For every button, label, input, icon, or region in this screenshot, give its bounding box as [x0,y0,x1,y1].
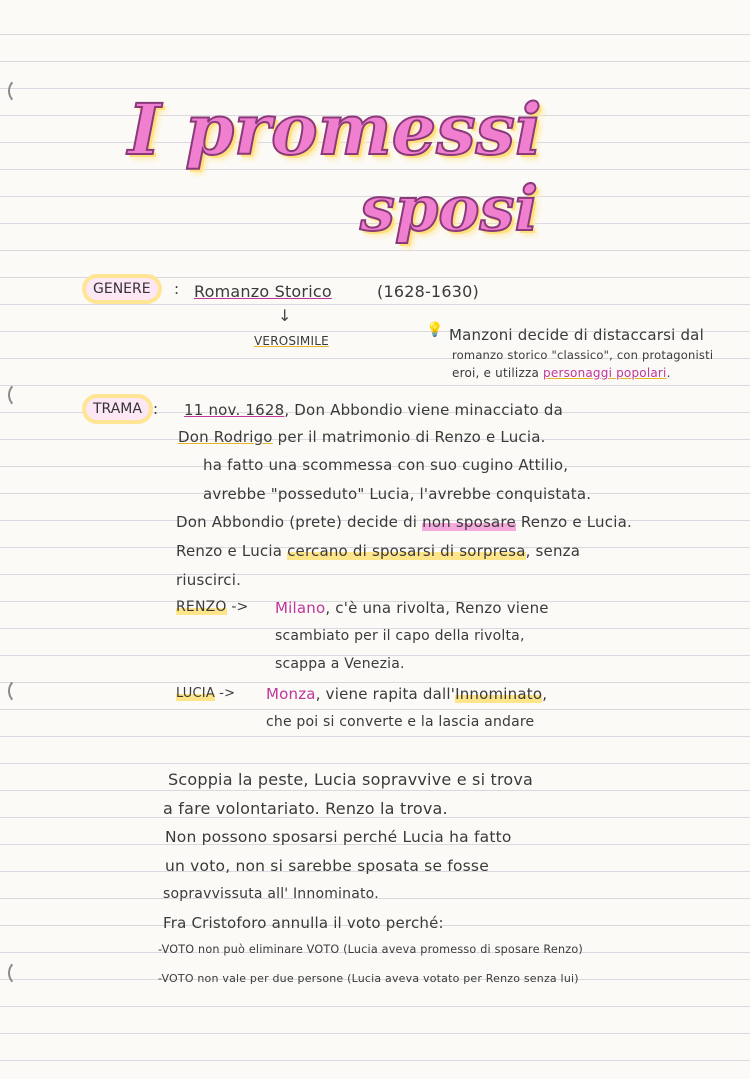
part2-line-1: Scoppia la peste, Lucia sopravvive e si trova [168,770,534,789]
renzo-line-2: scambiato per il capo della rivolta, [275,628,525,644]
renzo-line-1: Milano, c'è una rivolta, Renzo viene [275,599,549,617]
part2-line-3: Non possono sposarsi perché Lucia ha fatto [165,828,512,846]
note-line-1: Manzoni decide di distaccarsi dal [449,326,704,344]
lucia-line-1: Monza, viene rapita dall'Innominato, [266,685,548,703]
arrow-down-icon: ↓ [278,306,292,325]
trama-line-4: avrebbe "posseduto" Lucia, l'avrebbe conquistata. [203,485,592,503]
trama-line-5: Don Abbondio (prete) decide di non sposare Renzo e Lucia. [176,513,632,531]
genere-value: Romanzo Storico [194,282,332,301]
trama-line-3: ha fatto una scommessa con suo cugino Attilio, [203,456,569,474]
part2-line-6: Fra Cristoforo annulla il voto perché: [163,914,444,932]
trama-line-6: Renzo e Lucia cercano di sposarsi di sorpresa, senza [176,542,581,560]
verosimile-label: VEROSIMILE [254,334,329,348]
part2-line-2: a fare volontariato. Renzo la trova. [163,799,448,818]
binder-hole [8,382,32,408]
trama-line-7: riuscirci. [176,571,242,589]
renzo-line-3: scappa a Venezia. [275,656,405,672]
genere-label: GENERE [86,278,158,300]
part2-bullet-1: -VOTO non può eliminare VOTO (Lucia aveva promesso di sposare Renzo) [158,943,583,956]
part2-line-5: sopravvissuta all' Innominato. [163,886,379,902]
genere-colon: : [174,280,180,298]
title-line-1: I promessi [128,88,542,171]
title-line-2: sposi [360,172,539,245]
part2-line-4: un voto, non si sarebbe sposata se fosse [165,857,489,875]
lucia-label: LUCIA -> [176,686,236,701]
binder-hole [8,960,32,986]
note-line-3: eroi, e utilizza personaggi popolari. [452,366,671,380]
renzo-label: RENZO -> [176,599,249,615]
trama-colon: : [153,400,159,418]
binder-hole [8,678,32,704]
binder-hole [8,78,32,104]
trama-line-1: 11 nov. 1628, Don Abbondio viene minacciato da [184,401,563,419]
lucia-line-2: che poi si converte e la lascia andare [266,714,535,730]
note-line-2: romanzo storico "classico", con protagonisti [452,348,714,362]
part2-bullet-2: -VOTO non vale per due persone (Lucia aveva votato per Renzo senza lui) [158,972,579,985]
trama-line-2: Don Rodrigo per il matrimonio di Renzo e Lucia. [178,428,546,446]
genere-years: (1628-1630) [377,282,479,301]
lightbulb-icon: 💡 [426,322,444,338]
trama-label: TRAMA [86,398,149,420]
